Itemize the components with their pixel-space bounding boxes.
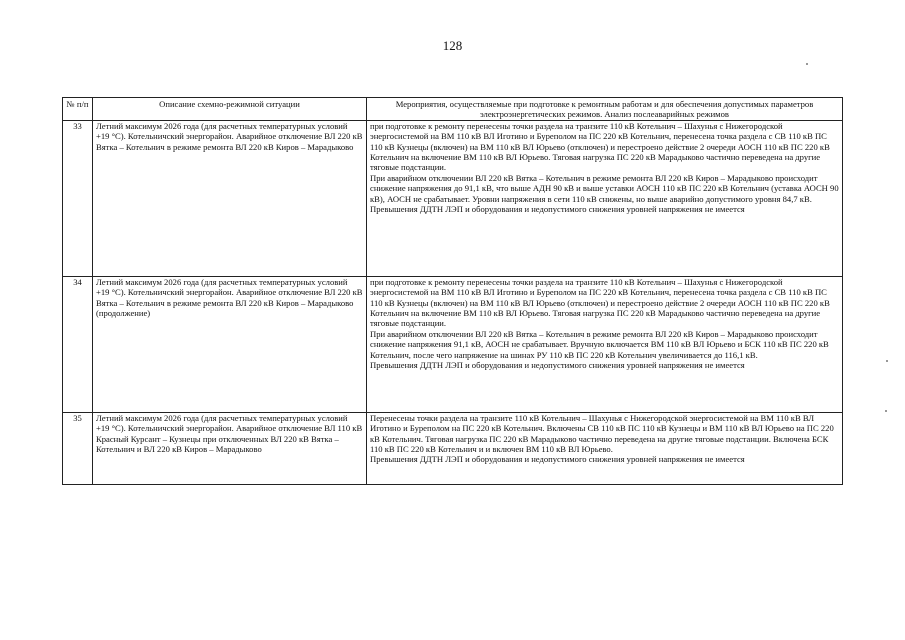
row-measures [367,120,843,276]
row-number: 33 [63,120,93,276]
row-measures [367,412,843,484]
measure-conclusion: Превышения ДДТН ЛЭП и оборудования и недопустимого снижения уровней напряжения не имеется [370,204,745,215]
row-number: 34 [63,276,93,412]
row-description: Летний максимум 2026 года (для расчетных температурных условий +19 °С). Котельничский энергорайон. Аварийное отключение ВЛ 220 кВ Вятка – Котельнич в режиме ремонта ВЛ 220 кВ Киров – Марадыково [93,120,367,276]
scan-speck [886,360,888,362]
table-row [63,120,843,276]
table-header-row [63,98,843,121]
measure-text: При аварийном отключении ВЛ 220 кВ Вятка – Котельнич в режиме ремонта ВЛ 220 кВ Киров – Марадыково происходит снижение напряжения 91,1 кВ, АОСН не срабатывает. Вручную включается ВМ 110 кВ ВЛ Юрьево и БСК 110 кВ ПС 220 кВ Котельнич, после чего напряжение на шинах РУ 110 кВ ПС 220 кВ Котельнич увеличивается до 116,1 кВ. [370,328,829,360]
row-description: Летний максимум 2026 года (для расчетных температурных условий +19 °С). Котельничский энергорайон. Аварийное отключение ВЛ 220 кВ Вятка – Котельнич в режиме ремонта ВЛ 220 кВ Киров – Марадыково (продолжение) [93,276,367,412]
page-number: 128 [442,38,463,53]
scan-speck [885,410,887,412]
measure-text: Перенесены точки раздела на транзите 110 кВ Котельнич – Шахунья с Нижегородской энергосистемой на ВМ 110 кВ ВЛ Иготино и Буреполом на ПС 220 кВ Котельнич. Включены СВ 110 кВ ПС 110 кВ Кузнецы и ВМ 110 кВ ВЛ Юрьево на ПС 220 кВ Котельнич. Тяговая нагрузка ПС 220 кВ Марадыково частично переведена на другие тяговые подстанции. Включена БСК 110 кВ ПС 220 кВ Котельнич и и включен ВМ 110 кВ ВЛ Юрьево. [370,412,834,455]
measure-text: при подготовке к ремонту перенесены точки раздела на транзите 110 кВ Котельнич – Шахунья с Нижегородской энергосистемой на ВМ 110 кВ ВЛ Иготино и Буреполом на ПС 220 кВ Котельнич, перенесена точка раздела с СВ 110 кВ ПС 110 кВ Кузнецы (включен) на ВМ 110 кВ ВЛ Юрьево (отключен) и перестроено действие 2 очереди АОСН 110 кВ ПС 220 кВ Котельнич на включение ВМ 110 кВ ВЛ Юрьево. Тяговая нагрузка ПС 220 кВ Марадыково частично переведена на другие тяговые подстанции. [370,276,830,329]
column-header-description: Описание схемно-режимной ситуации [93,98,367,121]
column-header-num: № п/п [63,98,93,121]
row-description: Летний максимум 2026 года (для расчетных температурных условий +19 °С). Котельничский энергорайон. Аварийное отключение ВЛ 110 кВ Красный Курсант – Кузнецы при отключенных ВЛ 220 кВ Вятка – Котельнич и ВЛ 220 кВ Киров – Марадыково [93,412,367,484]
row-measures [367,276,843,412]
table-row [63,412,843,484]
column-header-measures: Мероприятия, осуществляемые при подготовке к ремонтным работам и для обеспечения допустимых параметров электроэнергетических режимов. Анализ послеаварийных режимов [367,98,843,121]
measure-conclusion: Превышения ДДТН ЛЭП и оборудования и недопустимого снижения уровней напряжения не имеется [370,454,745,465]
table-row [63,276,843,412]
measure-text: при подготовке к ремонту перенесены точки раздела на транзите 110 кВ Котельнич – Шахунья с Нижегородской энергосистемой на ВМ 110 кВ ВЛ Иготино и Буреполом на ПС 220 кВ Котельнич, перенесена точка раздела с СВ 110 кВ ПС 110 кВ Кузнецы (включен) на ВМ 110 кВ ВЛ Юрьево (отключен) и перестроено действие 2 очереди АОСН 110 кВ ПС 220 кВ Котельнич на включение ВМ 110 кВ ВЛ Юрьево. Тяговая нагрузка ПС 220 кВ Марадыково частично переведена на другие тяговые подстанции. [370,120,830,173]
measure-conclusion: Превышения ДДТН ЛЭП и оборудования и недопустимого снижения уровней напряжения не имеется [370,360,745,371]
row-number: 35 [63,412,93,484]
scan-speck [806,63,808,65]
measure-text: При аварийном отключении ВЛ 220 кВ Вятка – Котельнич в режиме ремонта ВЛ 220 кВ Киров – Марадыково происходит снижение напряжения до 91,1 кВ, что выше АДН 90 кВ и выше уставки АОСН 110 кВ ПС 220 кВ Котельнич (уставка АОСН 90 кВ), АОСН не срабатывает. Уровни напряжения в сети 110 кВ снижены, но выше аварийно допустимого уровня 84,7 кВ. [370,172,839,204]
scenario-table [62,97,843,485]
